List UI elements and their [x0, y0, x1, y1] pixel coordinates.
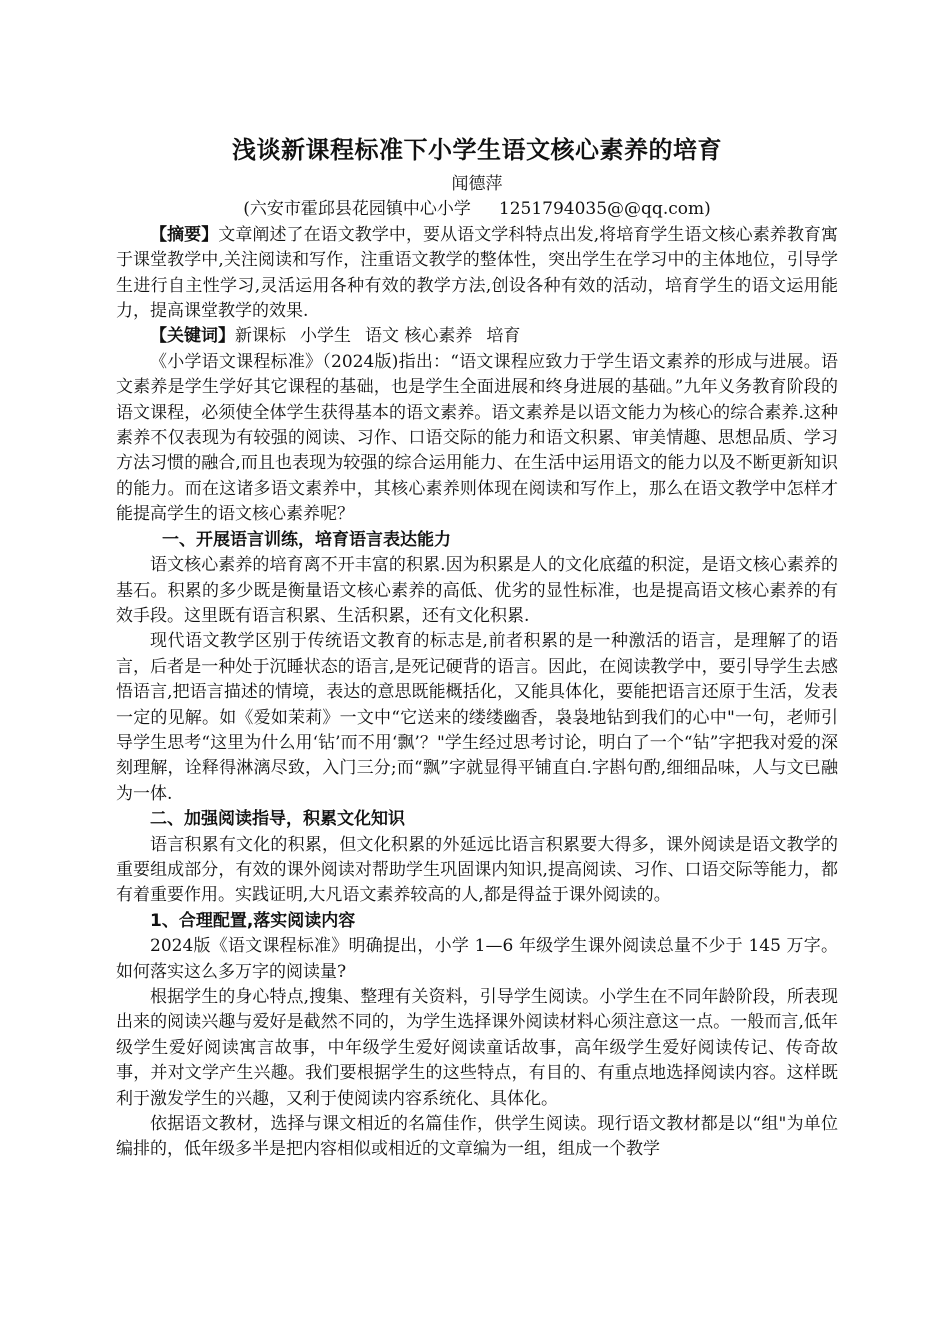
subsection-heading: 1、合理配置,落实阅读内容 [150, 910, 356, 931]
intro-paragraph: 《小学语文课程标准》（2024版)指出：“语文课程应致力于学生语文素养的形成与进展。语文素养是学生学好其它课程的基础，也是学生全面进展和终身进展的基础。”九年义务教育阶段的语文课程，必须使全体学生获得基本的语文素养。语文素养是以语文能力为核心的综合素养.这种素养不仅表现为有较强的阅读、习作、口语交际的能力和语文积累、审美情趣、思想品质、学习方法习惯的融合,而且也表现为较强的综合运用能力、在生活中运用语文的能力以及不断更新知识的能力。而在这诸多语文素养中，其核心素养则体现在阅读和写作上，那么在语文教学中怎样才能提高学生的语文核心素养呢？ [116, 351, 838, 525]
body-paragraph: 现代语文教学区别于传统语文教育的标志是,前者积累的是一种激活的语言，是理解了的语言，后者是一种处于沉睡状态的语言,是死记硬背的语言。因此，在阅读教学中，要引导学生去感悟语言,把语言描述的情境，表达的意思既能概括化，又能具体化，要能把语言还原于生活，发表一定的见解。如《爱如茉莉》一文中“它送来的缕缕幽香，袅袅地钻到我们的心中"一句，老师引导学生思考“这里为什么用‘钻’而不用‘飘’？"学生经过思考讨论，明白了一个“钻”字把我对爱的深刻理解，诠释得淋漓尽致，入门三分;而“飘”字就显得平铺直白.字斟句酌,细细品味，人与文已融为一体. [116, 631, 838, 804]
abstract-label: 【摘要】 [150, 224, 219, 245]
body-paragraph: 依据语文教材，选择与课文相近的名篇佳作，供学生阅读。现行语文教材都是以“组"为单位编排的，低年级多半是把内容相似或相近的文章编为一组，组成一个教学 [116, 1114, 838, 1160]
body-paragraph: 根据学生的身心特点,搜集、整理有关资料，引导学生阅读。小学生在不同年龄阶段，所表现出来的阅读兴趣与爱好是截然不同的，为学生选择课外阅读材料心须注意这一点。一般而言,低年级学生爱好阅读寓言故事，中年级学生爱好阅读童话故事，高年级学生爱好阅读传记、传奇故事，并对文学产生兴趣。我们要根据学生的这些特点，有目的、有重点地选择阅读内容。这样既利于激发学生的兴趣，又利于使阅读内容系统化、具体化。 [116, 987, 838, 1109]
keyword: 新课标 [235, 326, 286, 347]
keyword: 培育 [486, 326, 521, 347]
author-name: 闻德萍 [451, 174, 503, 194]
section-heading: 一、开展语言训练，培育语言表达能力 [162, 529, 451, 550]
keyword: 语文 核心素养 [365, 326, 473, 347]
affiliation-school: (六安市霍邱县花园镇中心小学 [243, 199, 471, 220]
page-title: 浅谈新课程标准下小学生语文核心素养的培育 [232, 135, 722, 164]
document-page [116, 130, 838, 1163]
body-paragraph: 2024版《语文课程标准》明确提出，小学 1—6 年级学生课外阅读总量不少于 145 万字。如何落实这么多万字的阅读量? [116, 936, 838, 982]
keywords-label: 【关键词】 [150, 326, 235, 347]
author-affiliation [116, 197, 838, 222]
keyword: 小学生 [300, 326, 351, 347]
body-paragraph: 语文核心素养的培育离不开丰富的积累.因为积累是人的文化底蕴的积淀，是语文核心素养的基石。积累的多少既是衡量语文核心素养的高低、优劣的显性标准，也是提高语文核心素养的有效手段。这里既有语言积累、生活积累，还有文化积累. [116, 555, 838, 626]
affiliation-email: 1251794035@@qq.com) [498, 199, 711, 220]
body-paragraph: 语言积累有文化的积累，但文化积累的外延远比语言积累要大得多，课外阅读是语文教学的重要组成部分，有效的课外阅读对帮助学生巩固课内知识,提高阅读、习作、口语交际等能力，都有着重要作用。实践证明,大凡语文素养较高的人,都是得益于课外阅读的。 [116, 834, 838, 906]
keywords [116, 324, 838, 349]
abstract [116, 223, 838, 325]
abstract-text: 文章阐述了在语文教学中，要从语文学科特点出发,将培育学生语文核心素养教育寓于课堂教学中,关注阅读和写作，注重语文教学的整体性，突出学生在学习中的主体地位，引导学生进行自主性学习,灵活运用各种有效的教学方法,创设各种有效的活动，培育学生的语文运用能力，提高课堂教学的效果. [116, 224, 839, 322]
section-heading: 二、加强阅读指导，积累文化知识 [150, 809, 405, 830]
